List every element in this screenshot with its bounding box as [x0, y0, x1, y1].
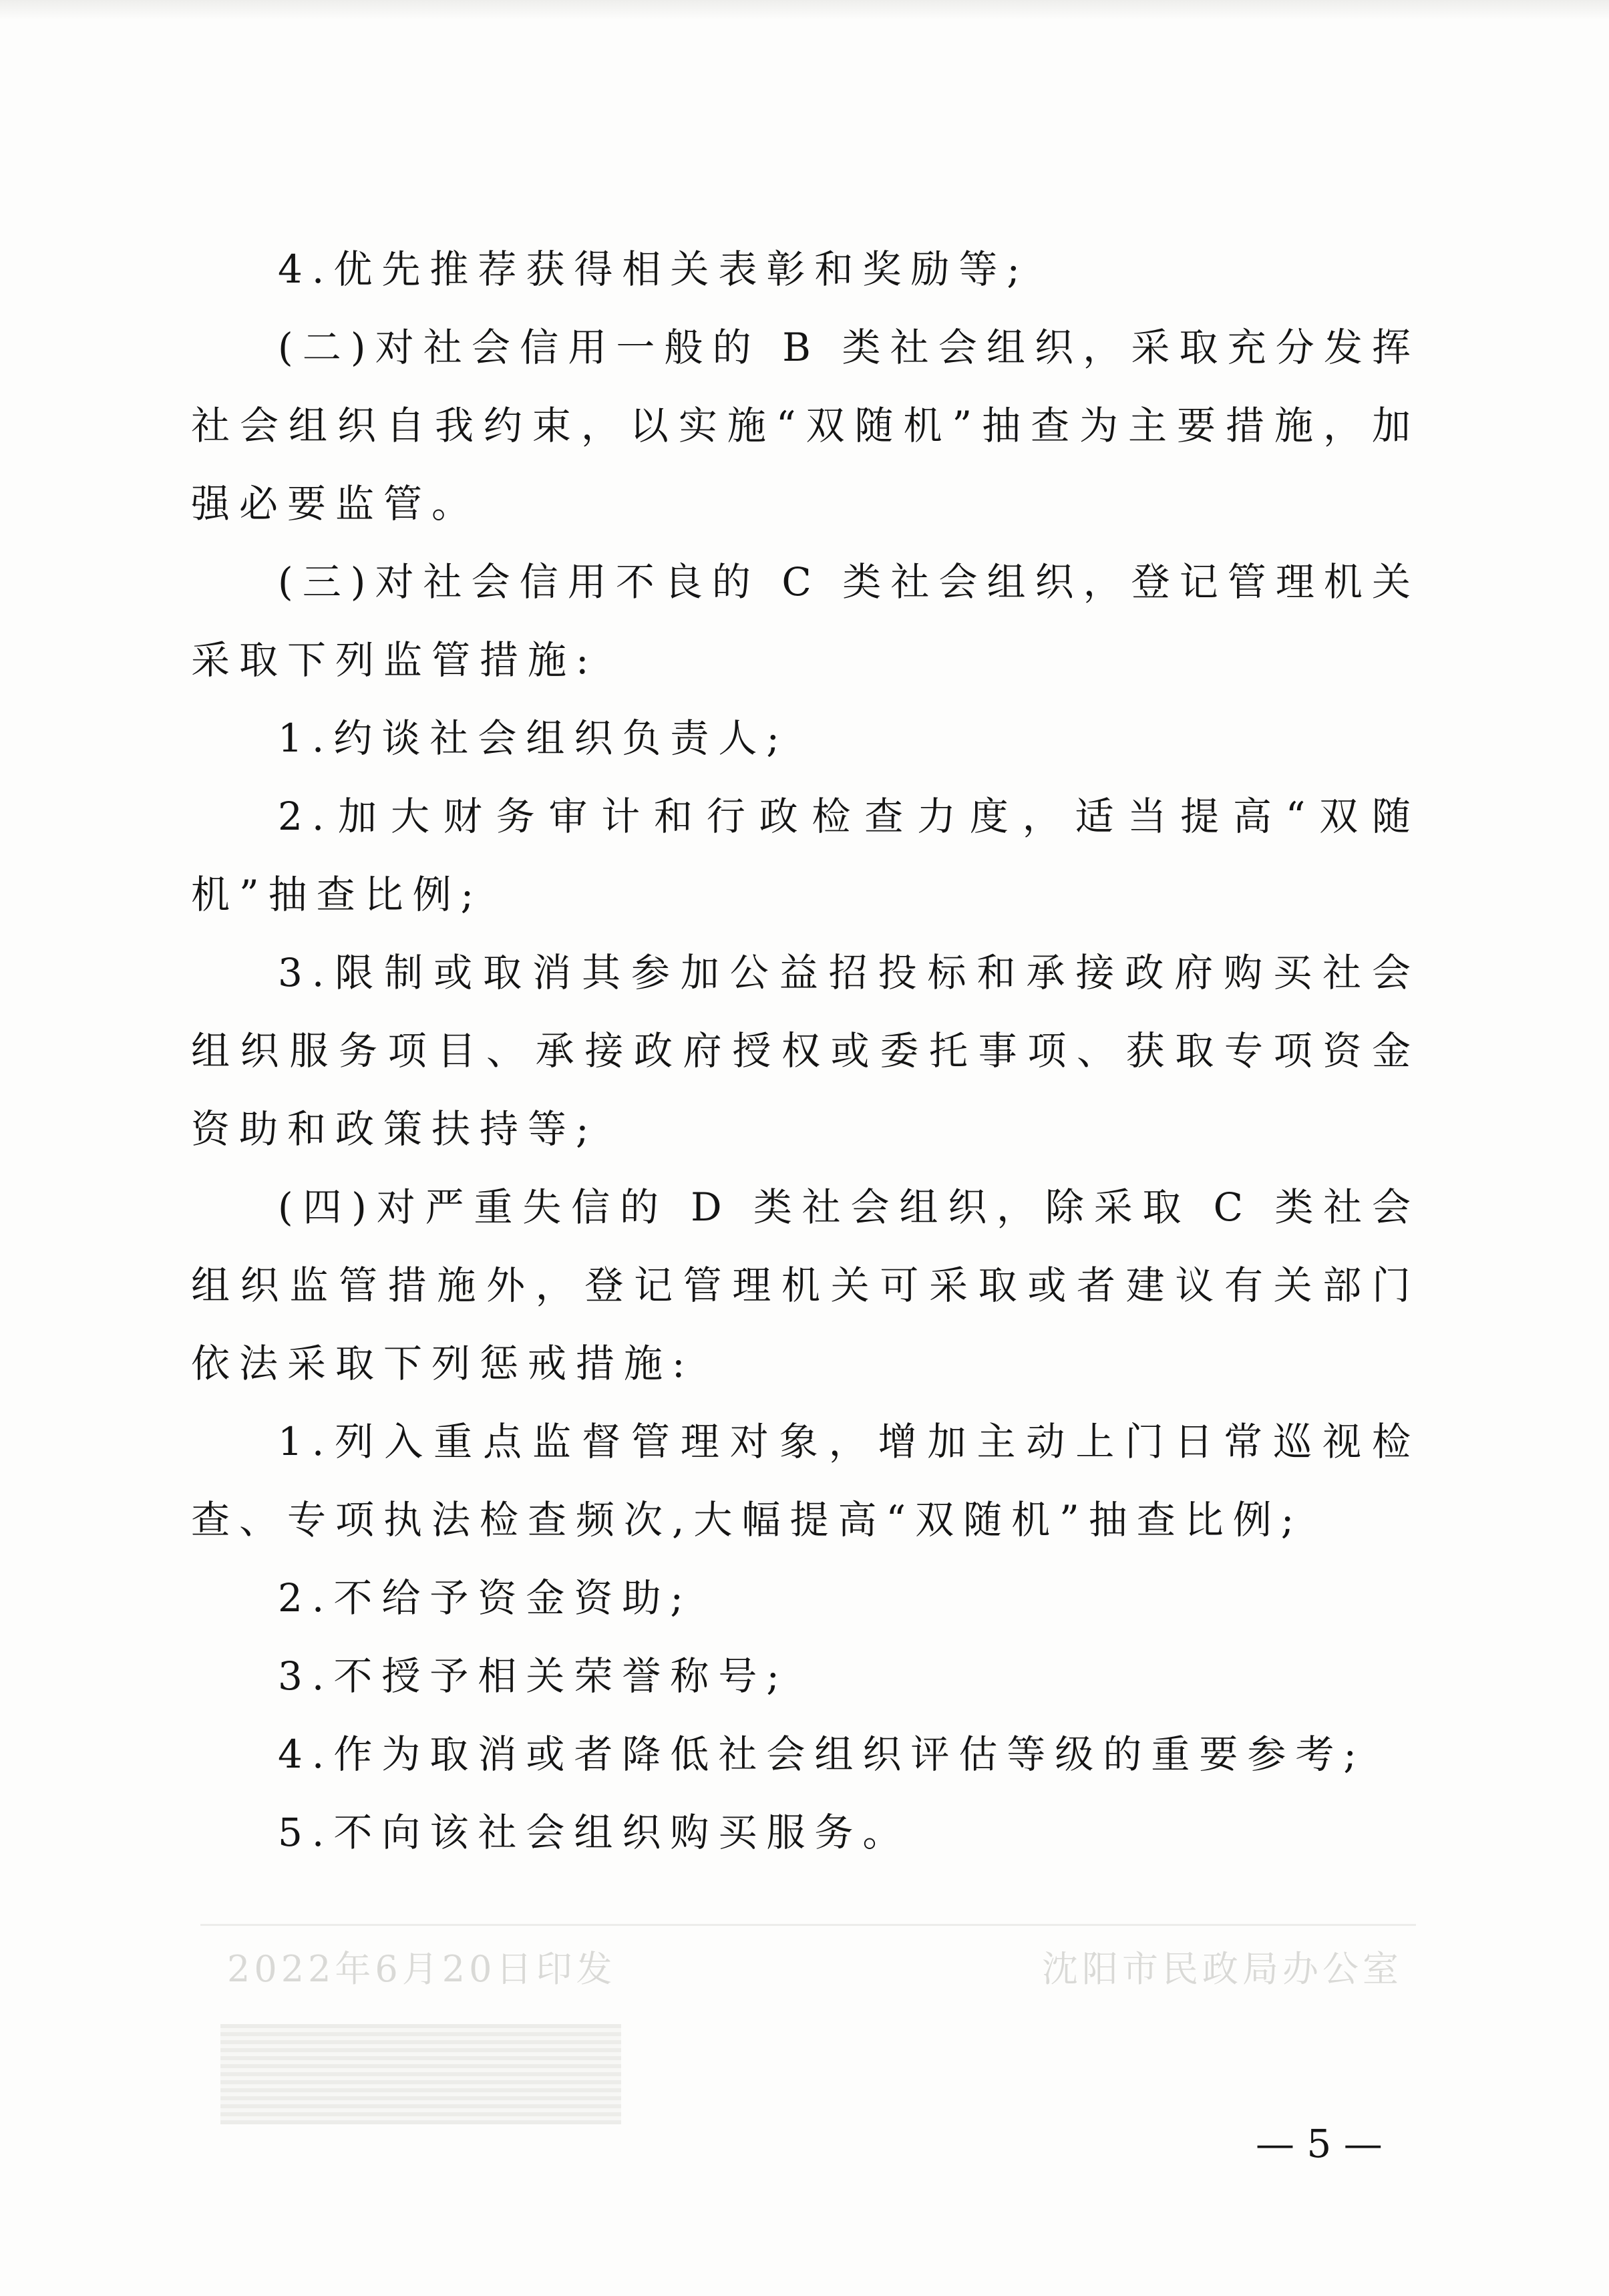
paragraph: 5.不向该社会组织购买服务。 [278, 1810, 911, 1855]
bleed-through-stamp-area [220, 2024, 621, 2124]
paragraph: 2.加大财务审计和行政检查力度，适当提高“双随机”抽查比例; [191, 794, 1420, 917]
document-body [191, 230, 1420, 1872]
paragraph: (二)对社会信用一般的 B 类社会组织，采取充分发挥社会组织自我约束，以实施“双随机”抽查为主要措施，加强必要监管。 [191, 325, 1420, 526]
scan-edge [0, 0, 1609, 20]
page-number: — 5 — [1256, 2121, 1383, 2166]
bleed-through-rule [200, 1924, 1416, 1926]
paragraph: 1.约谈社会组织负责人; [278, 715, 789, 761]
paragraph: 1.列入重点监督管理对象，增加主动上门日常巡视检查、专项执法检查频次,大幅提高“双随机”抽查比例; [191, 1419, 1420, 1542]
paragraph: (三)对社会信用不良的 C 类社会组织，登记管理机关采取下列监管措施: [191, 559, 1420, 683]
paragraph: (四)对严重失信的 D 类社会组织，除采取 C 类社会组织监管措施外，登记管理机关可采取或者建议有关部门依法采取下列惩戒措施: [191, 1184, 1420, 1386]
paragraph: 2.不给予资金资助; [278, 1575, 693, 1621]
bleed-through-date: 2022年6月20日印发 [227, 1948, 616, 1990]
paragraph: 3.限制或取消其参加公益招投标和承接政府购买社会组织服务项目、承接政府授权或委托事项、获取专项资金资助和政策扶持等; [191, 950, 1420, 1152]
bleed-through-issuer: 沈阳市民政局办公室 [1042, 1948, 1403, 1990]
paragraph: 3.不授予相关荣誉称号; [278, 1653, 789, 1699]
paragraph: 4.优先推荐获得相关表彰和奖励等; [278, 247, 1029, 292]
paragraph: 4.作为取消或者降低社会组织评估等级的重要参考; [278, 1732, 1366, 1777]
